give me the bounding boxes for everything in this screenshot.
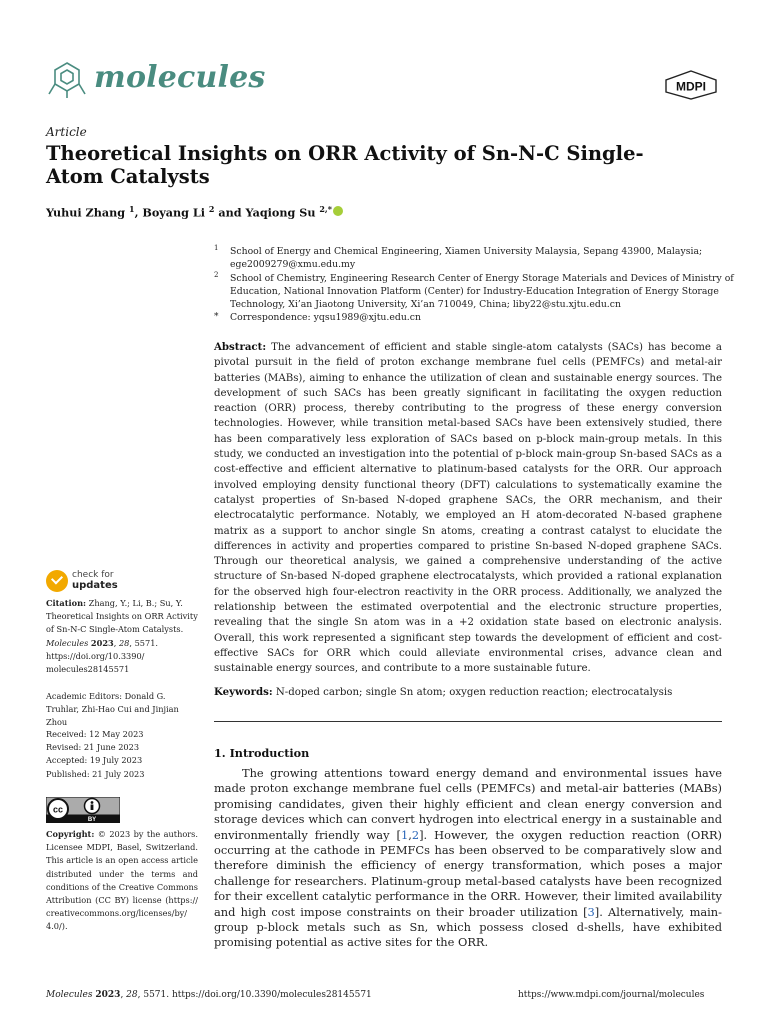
copyright-block [46, 828, 198, 934]
citation-link[interactable]: 3 [587, 904, 595, 919]
correspondence-text: Correspondence: yqsu1989@xjtu.edu.cn [230, 312, 421, 324]
copyright-text: © 2023 by the authors. Licensee MDPI, Basel, Switzerland. This article is an open access article distributed under the terms and conditions of the Creative Commons Attribution (CC BY) license (https:// creativecommons.org/licenses/by/ 4.0/). [46, 829, 198, 932]
keywords-label: Keywords: [214, 686, 273, 698]
author-affil-mark: 1 [128, 204, 135, 214]
copyright-label: Copyright: [46, 829, 95, 839]
intro-text: ]. Alternatively, main-group p-block metals such as Sn, which possess closed d-shells, have exhibited promising potential as active sites for the ORR. [214, 904, 722, 950]
citation-volume: 28 [118, 637, 130, 648]
author-affil-mark: 2,* [319, 204, 332, 214]
author-affil-mark: 2 [208, 204, 215, 214]
citation-link[interactable]: 2 [411, 827, 420, 842]
cc-by-label: BY [87, 817, 97, 823]
published-date: Published: 21 July 2023 [46, 768, 145, 779]
affiliation-mark: 1 [214, 244, 219, 252]
section-heading: 1. Introduction [214, 746, 310, 760]
affiliation-text: School of Chemistry, Engineering Research Center of Energy Storage Materials and Devices of Ministry of Education, National Innovation Platform (Center) for Industry-Education Integration of Energy Storage Technology, Xi’an Jiaotong University, Xi’an 710049, China; liby22@stu.xjtu.edu.cn [230, 272, 734, 311]
author-list: Yuhui Zhang $^1$, Boyang Li $^2$ and Yaqiong Su $^{2,*}$ [46, 204, 343, 220]
affiliation-text: School of Energy and Chemical Engineering, Xiamen University Malaysia, Sepang 43900, Malaysia; ege2009279@xmu.edu.my [230, 246, 703, 271]
citation-text: Zhang, Y.; Li, B.; Su, Y. Theoretical Insights on ORR Activity of Sn-N-C Single-Atom Catalysts. [46, 598, 198, 635]
citation-label: Citation: [46, 598, 87, 608]
affiliation-item [214, 311, 734, 324]
revised-date: Revised: 21 June 2023 [46, 742, 140, 753]
divider [214, 721, 722, 722]
keywords [214, 686, 722, 698]
mdpi-logo [664, 70, 718, 100]
abstract [214, 340, 722, 677]
keywords-text: N-doped carbon; single Sn atom; oxygen reduction reaction; electrocatalysis [275, 687, 673, 698]
check-label: check for [72, 570, 114, 580]
check-for-updates-button[interactable] [46, 570, 166, 594]
updates-label: updates [72, 580, 118, 591]
footer-doi[interactable]: , 5571. https://doi.org/10.3390/molecules28145571 [137, 990, 372, 1000]
footer-year: 2023 [95, 990, 121, 1000]
orcid-icon[interactable] [333, 206, 343, 216]
footer-citation: Molecules 2023, 28, 5571. https://doi.org/10.3390/molecules28145571 [46, 990, 372, 1000]
journal-name: molecules [94, 60, 266, 95]
author-name: Yuhui Zhang [46, 205, 126, 220]
affiliations [214, 245, 734, 325]
received-date: Received: 12 May 2023 [46, 729, 144, 739]
abstract-label: Abstract: [214, 341, 267, 353]
citation-link[interactable]: 1 [400, 827, 409, 842]
svg-text:cc: cc [52, 804, 64, 815]
check-icon [46, 570, 68, 592]
article-title: Theoretical Insights on ORR Activity of Sn-N-C Single-Atom Catalysts [46, 142, 644, 188]
citation-year: 2023 [90, 637, 114, 648]
intro-text: ]. However, the oxygen reduction reaction (ORR) occurring at the cathode in PEMFCs has been observed to be comparatively slow and therefore diminish the efficiency of energy transformation, which poses a major challenge for researchers. Platinum-group metal-based catalysts have been recognized for their excellent catalytic performance in the ORR. However, their limited availability and high cost impose constraints on their broader utilization [ [214, 827, 722, 919]
citation-block: Citation: Zhang, Y.; Li, B.; Su, Y. Theoretical Insights on ORR Activity of Sn-N-C Single-Atom Catalysts. Molecules 2023, 28, 5571. https://doi.org/10.3390/ molecules28145571 [46, 598, 198, 675]
publication-dates [46, 728, 198, 781]
svg-text:MDPI: MDPI [676, 79, 706, 94]
intro-text: The growing attentions toward energy demand and environmental issues have made proton exchange membrane fuel cells (PEMFCs) and metal-air batteries (MABs) promising candidates, given their highly efficient and clean energy conversion and storage devices which can convert hydrogen into electrical energy in a sustainable and environmentally friendly way [ [214, 766, 722, 842]
intro-paragraph: The growing attentions toward energy demand and environmental issues have made proton exchange membrane fuel cells (PEMFCs) and metal-air batteries (MABs) promising candidates, given their highly efficient and clean energy conversion and storage devices which can convert hydrogen into electrical energy in a sustainable and environmentally friendly way [1,2]. However, the oxygen reduction reaction (ORR) occurring at the cathode in PEMFCs has been observed to be comparatively slow and therefore diminish the efficiency of energy transformation, which poses a major challenge for researchers. Platinum-group metal-based catalysts have been recognized for their excellent catalytic performance in the ORR. However, their limited availability and high cost impose constraints on their broader utilization [3]. Alternatively, main-group p-block metals such as Sn, which possess closed d-shells, have exhibited promising potential as active sites for the ORR. [214, 766, 722, 950]
footer-journal: Molecules [46, 990, 93, 1000]
footer-journal-url[interactable]: https://www.mdpi.com/journal/molecules [518, 990, 705, 1000]
cc-by-license-icon[interactable] [46, 797, 120, 823]
affiliation-mark: 2 [214, 270, 219, 279]
affiliation-mark: * [214, 312, 219, 323]
author-name: Yaqiong Su [245, 205, 316, 220]
academic-editors: Academic Editors: Donald G. Truhlar, Zhi-Hao Cui and Jinjian Zhou [46, 691, 179, 728]
abstract-text: The advancement of efficient and stable single-atom catalysts (SACs) has become a pivotal pursuit in the field of proton exchange membrane fuel cells (PEMFCs) and metal-air batteries (MABs), aiming to enhance the utilization of clean and sustainable energy sources. The development of such SACs has been greatly significant in facilitating the oxygen reduction reaction (ORR) process, thereby contributing to the progress of these energy conversion technologies. However, while transition metal-based SACs have been extensively studied, there has been comparatively less exploration of SACs based on p-block main-group metals. In this study, we conducted an investigation into the potential of p-block main-group Sn-based SACs as a cost-effective and efficient alternative to platinum-based catalysts for the ORR. Our approach involved employing density functional theory (DFT) calculations to systematically examine the catalyst properties of Sn-based N-doped graphene SACs, the ORR mechanism, and their electrocatalytic performance. Notably, we employed an H atom-decorated N-based graphene matrix as a support to anchor single Sn atoms, creating a contrast catalyst to elucidate the differences in activity and properties compared to pristine Sn-based N-doped graphene SACs. Through our theoretical analysis, we gained a comprehensive understanding of the active structure of Sn-based N-doped graphene electrocatalysts, which provided a rational explanation for the observed high four-electron reactivity in the ORR process. Additionally, we analyzed the relationship between the estimated overpotential and the electronic structure properties, revealing that the single Sn atom was in a +2 oxidation state based on electronic analysis. Overall, this work represented a significant step towards the development of efficient and cost-effective SACs for ORR which could alleviate environmental crises, advance clean and sustainable energy sources, and contribute to a more sustainable future. [214, 342, 722, 675]
affiliation-item [214, 272, 734, 312]
footer-volume: 28 [126, 990, 138, 1000]
citation-journal: Molecules [46, 637, 89, 648]
molecules-logo-icon [46, 60, 88, 100]
affiliation-item [214, 245, 734, 272]
article-type: Article [46, 125, 87, 139]
accepted-date: Accepted: 19 July 2023 [46, 755, 143, 766]
author-name: Boyang Li [142, 205, 205, 220]
citation-doi[interactable]: , 5571. https://doi.org/10.3390/ molecules28145571 [46, 637, 159, 675]
